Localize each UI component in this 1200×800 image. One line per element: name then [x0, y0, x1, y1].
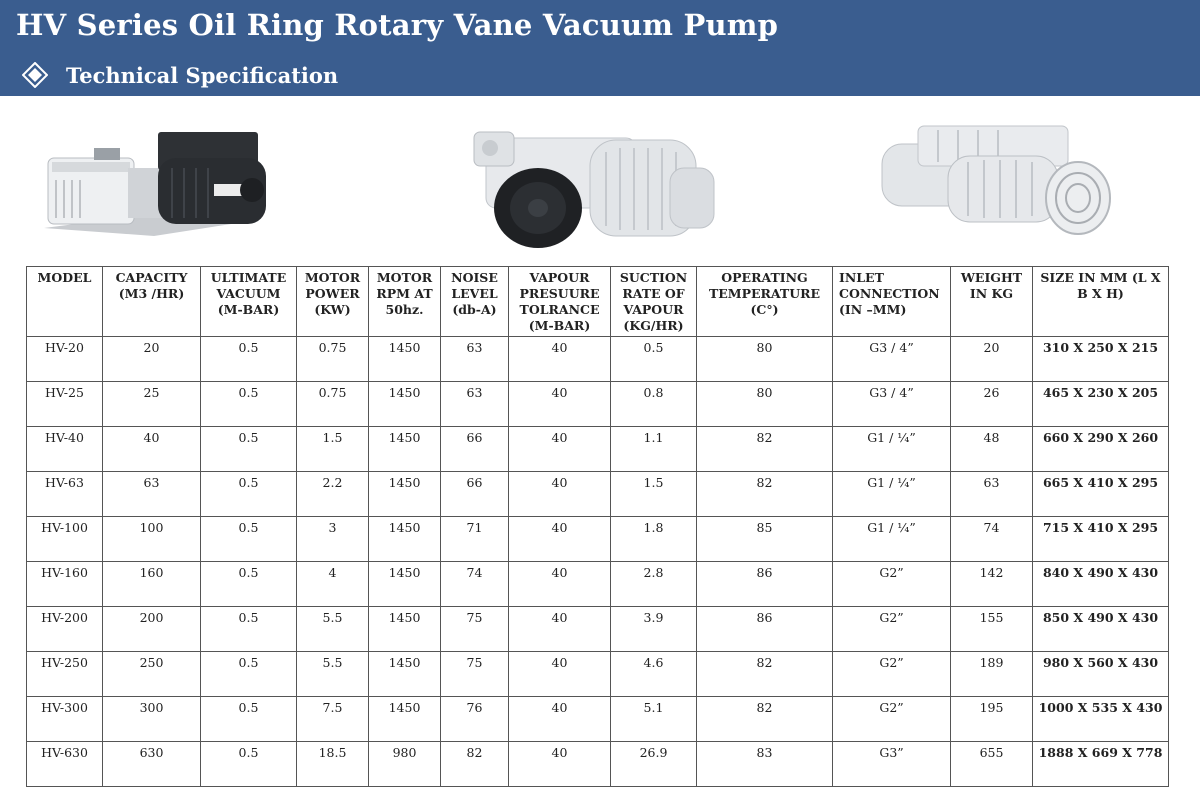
- cell-size: 465 X 230 X 205: [1033, 382, 1169, 427]
- cell-vapour-tolerance: 40: [509, 382, 611, 427]
- cell-size: 665 X 410 X 295: [1033, 472, 1169, 517]
- cell-model: HV-160: [27, 562, 103, 607]
- cell-capacity: 20: [103, 337, 201, 382]
- cell-vapour-tolerance: 40: [509, 472, 611, 517]
- cell-operating-temperature: 82: [697, 652, 833, 697]
- table-header-row: [27, 267, 1169, 337]
- cell-inlet-connection: G1 / ¼”: [833, 472, 951, 517]
- cell-model: HV-250: [27, 652, 103, 697]
- cell-ultimate-vacuum: 0.5: [201, 337, 297, 382]
- cell-vapour-tolerance: 40: [509, 652, 611, 697]
- cell-inlet-connection: G1 / ¼”: [833, 427, 951, 472]
- cell-capacity: 300: [103, 697, 201, 742]
- cell-motor-power: 2.2: [297, 472, 369, 517]
- diamond-bullet-icon: [22, 62, 48, 88]
- cell-noise-level: 75: [441, 607, 509, 652]
- table-row: [27, 652, 1169, 697]
- cell-suction-rate: 1.5: [611, 472, 697, 517]
- cell-size: 310 X 250 X 215: [1033, 337, 1169, 382]
- cell-operating-temperature: 83: [697, 742, 833, 787]
- table-row: [27, 562, 1169, 607]
- cell-vapour-tolerance: 40: [509, 337, 611, 382]
- cell-inlet-connection: G3”: [833, 742, 951, 787]
- page-header: [0, 0, 1200, 96]
- cell-noise-level: 63: [441, 337, 509, 382]
- cell-motor-power: 5.5: [297, 652, 369, 697]
- cell-noise-level: 82: [441, 742, 509, 787]
- table-row: [27, 697, 1169, 742]
- cell-operating-temperature: 82: [697, 427, 833, 472]
- page-title: HV Series Oil Ring Rotary Vane Vacuum Pump: [16, 8, 779, 42]
- pump-image-compact: [38, 118, 268, 250]
- pump-image-large: [470, 118, 720, 254]
- cell-noise-level: 75: [441, 652, 509, 697]
- subtitle-row: [22, 60, 338, 90]
- cell-size: 1000 X 535 X 430: [1033, 697, 1169, 742]
- header-model: MODEL: [27, 267, 103, 337]
- cell-suction-rate: 5.1: [611, 697, 697, 742]
- cell-weight: 195: [951, 697, 1033, 742]
- cell-suction-rate: 0.5: [611, 337, 697, 382]
- cell-model: HV-630: [27, 742, 103, 787]
- cell-motor-rpm: 980: [369, 742, 441, 787]
- cell-operating-temperature: 82: [697, 472, 833, 517]
- cell-capacity: 250: [103, 652, 201, 697]
- cell-capacity: 40: [103, 427, 201, 472]
- cell-noise-level: 63: [441, 382, 509, 427]
- table-row: [27, 382, 1169, 427]
- cell-weight: 142: [951, 562, 1033, 607]
- cell-motor-rpm: 1450: [369, 517, 441, 562]
- cell-motor-rpm: 1450: [369, 607, 441, 652]
- cell-capacity: 630: [103, 742, 201, 787]
- header-weight: WEIGHT IN KG: [951, 267, 1033, 337]
- cell-weight: 63: [951, 472, 1033, 517]
- cell-ultimate-vacuum: 0.5: [201, 382, 297, 427]
- cell-noise-level: 66: [441, 472, 509, 517]
- cell-operating-temperature: 86: [697, 607, 833, 652]
- header-inlet-connection: INLET CONNECTION (IN –MM): [833, 267, 951, 337]
- cell-weight: 155: [951, 607, 1033, 652]
- cell-capacity: 100: [103, 517, 201, 562]
- cell-motor-rpm: 1450: [369, 562, 441, 607]
- header-size: SIZE IN MM (L X B X H): [1033, 267, 1169, 337]
- table-row: [27, 607, 1169, 652]
- header-motor-rpm: MOTOR RPM AT 50hz.: [369, 267, 441, 337]
- cell-motor-power: 0.75: [297, 382, 369, 427]
- cell-suction-rate: 0.8: [611, 382, 697, 427]
- cell-size: 1888 X 669 X 778: [1033, 742, 1169, 787]
- cell-suction-rate: 4.6: [611, 652, 697, 697]
- cell-operating-temperature: 82: [697, 697, 833, 742]
- cell-ultimate-vacuum: 0.5: [201, 517, 297, 562]
- cell-operating-temperature: 80: [697, 382, 833, 427]
- cell-operating-temperature: 85: [697, 517, 833, 562]
- cell-model: HV-100: [27, 517, 103, 562]
- cell-model: HV-20: [27, 337, 103, 382]
- header-capacity: CAPACITY (M3 /HR): [103, 267, 201, 337]
- cell-noise-level: 66: [441, 427, 509, 472]
- cell-inlet-connection: G1 / ¼”: [833, 517, 951, 562]
- cell-operating-temperature: 80: [697, 337, 833, 382]
- cell-size: 660 X 290 X 260: [1033, 427, 1169, 472]
- cell-vapour-tolerance: 40: [509, 607, 611, 652]
- cell-model: HV-25: [27, 382, 103, 427]
- header-suction-rate: SUCTION RATE OF VAPOUR (KG/HR): [611, 267, 697, 337]
- cell-motor-rpm: 1450: [369, 652, 441, 697]
- cell-size: 850 X 490 X 430: [1033, 607, 1169, 652]
- header-noise-level: NOISE LEVEL (db-A): [441, 267, 509, 337]
- cell-capacity: 160: [103, 562, 201, 607]
- cell-motor-rpm: 1450: [369, 472, 441, 517]
- cell-weight: 26: [951, 382, 1033, 427]
- table-row: [27, 427, 1169, 472]
- cell-inlet-connection: G2”: [833, 562, 951, 607]
- cell-noise-level: 74: [441, 562, 509, 607]
- cell-inlet-connection: G3 / 4”: [833, 337, 951, 382]
- cell-noise-level: 76: [441, 697, 509, 742]
- table-row: [27, 472, 1169, 517]
- cell-suction-rate: 2.8: [611, 562, 697, 607]
- cell-weight: 74: [951, 517, 1033, 562]
- cell-model: HV-300: [27, 697, 103, 742]
- cell-ultimate-vacuum: 0.5: [201, 697, 297, 742]
- cell-suction-rate: 26.9: [611, 742, 697, 787]
- cell-motor-power: 4: [297, 562, 369, 607]
- cell-capacity: 63: [103, 472, 201, 517]
- cell-ultimate-vacuum: 0.5: [201, 427, 297, 472]
- cell-capacity: 25: [103, 382, 201, 427]
- cell-motor-rpm: 1450: [369, 427, 441, 472]
- cell-model: HV-63: [27, 472, 103, 517]
- cell-inlet-connection: G2”: [833, 697, 951, 742]
- cell-model: HV-200: [27, 607, 103, 652]
- cell-ultimate-vacuum: 0.5: [201, 562, 297, 607]
- cell-vapour-tolerance: 40: [509, 697, 611, 742]
- cell-inlet-connection: G3 / 4”: [833, 382, 951, 427]
- cell-vapour-tolerance: 40: [509, 562, 611, 607]
- cell-ultimate-vacuum: 0.5: [201, 472, 297, 517]
- header-motor-power: MOTOR POWER (KW): [297, 267, 369, 337]
- cell-suction-rate: 1.1: [611, 427, 697, 472]
- cell-weight: 655: [951, 742, 1033, 787]
- cell-vapour-tolerance: 40: [509, 742, 611, 787]
- table-row: [27, 742, 1169, 787]
- cell-operating-temperature: 86: [697, 562, 833, 607]
- spec-table: [26, 266, 1169, 787]
- cell-size: 840 X 490 X 430: [1033, 562, 1169, 607]
- cell-motor-power: 0.75: [297, 337, 369, 382]
- cell-motor-rpm: 1450: [369, 382, 441, 427]
- cell-ultimate-vacuum: 0.5: [201, 742, 297, 787]
- cell-vapour-tolerance: 40: [509, 427, 611, 472]
- cell-ultimate-vacuum: 0.5: [201, 652, 297, 697]
- cell-motor-power: 7.5: [297, 697, 369, 742]
- table-row: [27, 337, 1169, 382]
- cell-weight: 20: [951, 337, 1033, 382]
- header-operating-temperature: OPERATING TEMPERATURE (C°): [697, 267, 833, 337]
- cell-inlet-connection: G2”: [833, 652, 951, 697]
- cell-suction-rate: 1.8: [611, 517, 697, 562]
- cell-motor-power: 18.5: [297, 742, 369, 787]
- cell-size: 980 X 560 X 430: [1033, 652, 1169, 697]
- cell-motor-rpm: 1450: [369, 337, 441, 382]
- cell-vapour-tolerance: 40: [509, 517, 611, 562]
- cell-motor-rpm: 1450: [369, 697, 441, 742]
- cell-model: HV-40: [27, 427, 103, 472]
- header-ultimate-vacuum: ULTIMATE VACUUM (M-BAR): [201, 267, 297, 337]
- cell-ultimate-vacuum: 0.5: [201, 607, 297, 652]
- section-subtitle: Technical Specification: [66, 62, 339, 88]
- cell-weight: 48: [951, 427, 1033, 472]
- cell-size: 715 X 410 X 295: [1033, 517, 1169, 562]
- cell-suction-rate: 3.9: [611, 607, 697, 652]
- header-vapour-tolerance: VAPOUR PRESUURE TOLRANCE (M-BAR): [509, 267, 611, 337]
- cell-weight: 189: [951, 652, 1033, 697]
- cell-motor-power: 1.5: [297, 427, 369, 472]
- cell-motor-power: 5.5: [297, 607, 369, 652]
- cell-inlet-connection: G2”: [833, 607, 951, 652]
- table-row: [27, 517, 1169, 562]
- cell-capacity: 200: [103, 607, 201, 652]
- cell-noise-level: 71: [441, 517, 509, 562]
- cell-motor-power: 3: [297, 517, 369, 562]
- pump-image-fan-cover: [878, 118, 1116, 238]
